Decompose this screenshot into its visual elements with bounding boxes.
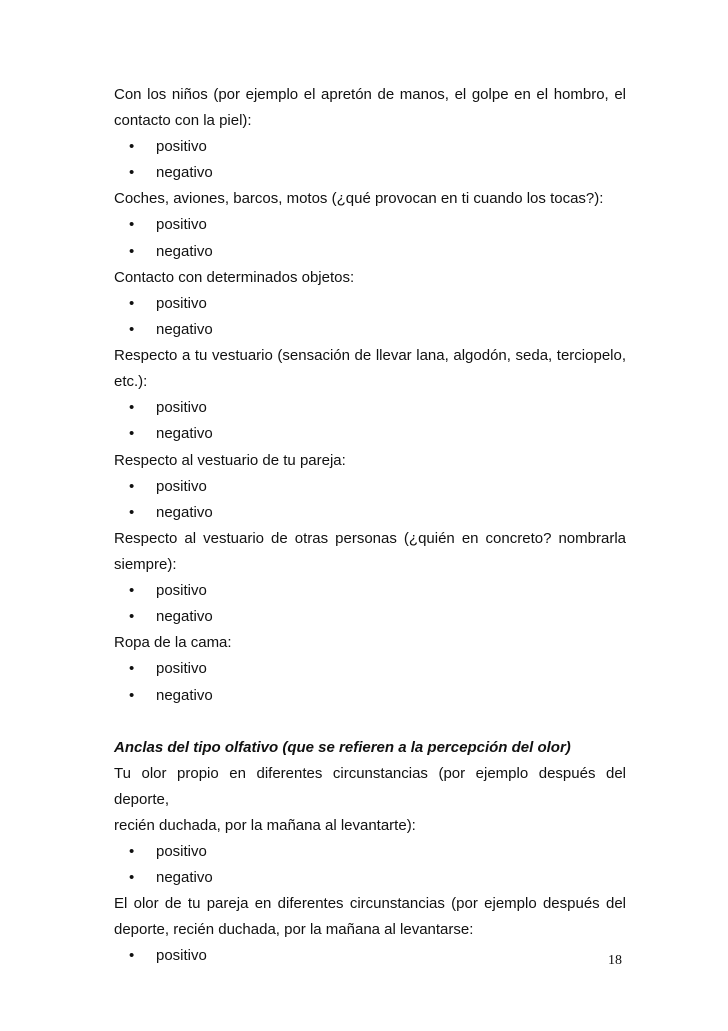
list-item (114, 160, 626, 186)
list-item-text: negativo (156, 869, 213, 887)
section-olor-propio (114, 761, 626, 891)
list-item (114, 317, 626, 343)
bullet-list (114, 839, 626, 891)
page-number: 18 (608, 953, 622, 968)
section-vestuario-otras (114, 526, 626, 630)
bullet-icon: • (129, 842, 135, 860)
bullet-icon: • (129, 503, 135, 521)
bullet-icon: • (129, 660, 135, 678)
bullet-icon: • (129, 947, 135, 965)
list-item-text: negativo (156, 503, 213, 521)
list-item-text: negativo (156, 686, 213, 704)
section-ninos (114, 82, 626, 186)
section-objetos (114, 265, 626, 343)
section-intro-line: Coches, aviones, barcos, motos (¿qué provocan en ti cuando los tocas?): (114, 190, 604, 208)
list-item (114, 134, 626, 160)
section-ropa-cama (114, 630, 626, 708)
bullet-icon: • (129, 216, 135, 234)
list-item (114, 578, 626, 604)
bullet-icon: • (129, 294, 135, 312)
section-intro-line: El olor de tu pareja en diferentes circunstancias (por ejemplo después del (114, 895, 626, 913)
list-item (114, 500, 626, 526)
list-item (114, 865, 626, 891)
section-intro-line: Respecto a tu vestuario (sensación de llevar lana, algodón, seda, terciopelo, (114, 347, 626, 365)
bullet-list (114, 943, 626, 969)
section-intro-line: recién duchada, por la mañana al levantarte): (114, 816, 416, 834)
section-intro-line: Contacto con determinados objetos: (114, 268, 355, 286)
list-item (114, 291, 626, 317)
list-item (114, 421, 626, 447)
section-intro-line: siempre): (114, 556, 177, 574)
bullet-list (114, 395, 626, 447)
list-item-text: positivo (156, 294, 207, 312)
list-item-text: positivo (156, 477, 207, 495)
bullet-icon: • (129, 477, 135, 495)
section-intro-line: Respecto al vestuario de tu pareja: (114, 451, 346, 469)
bullet-list (114, 291, 626, 343)
list-item-text: negativo (156, 242, 213, 260)
section-vestuario-propio (114, 343, 626, 447)
bullet-icon: • (129, 321, 135, 339)
bullet-list (114, 134, 626, 186)
bullet-icon: • (129, 399, 135, 417)
list-item-text: negativo (156, 425, 213, 443)
bullet-icon: • (129, 242, 135, 260)
document-page (114, 82, 626, 969)
section-heading: Anclas del tipo olfativo (que se refieren a la percepción del olor) (114, 738, 571, 756)
section-intro-line: deporte, recién duchada, por la mañana al levantarse: (114, 921, 474, 939)
list-item (114, 395, 626, 421)
list-item (114, 239, 626, 265)
list-item-text: positivo (156, 216, 207, 234)
list-item-text: positivo (156, 582, 207, 600)
section-intro-line: etc.): (114, 373, 148, 391)
bullet-icon: • (129, 582, 135, 600)
list-item (114, 212, 626, 238)
bullet-list (114, 578, 626, 630)
spacer (114, 709, 626, 735)
list-item (114, 656, 626, 682)
list-item-text: positivo (156, 947, 207, 965)
list-item-text: positivo (156, 399, 207, 417)
section-intro-line: Ropa de la cama: (114, 634, 232, 652)
list-item (114, 683, 626, 709)
bullet-icon: • (129, 608, 135, 626)
section-intro-line: Con los niños (por ejemplo el apretón de manos, el golpe en el hombro, el (114, 86, 626, 103)
section-olor-pareja (114, 891, 626, 969)
section-intro-line: Respecto al vestuario de otras personas (¿quién en concreto? nombrarla (114, 530, 626, 548)
bullet-list (114, 656, 626, 708)
section-intro-line: Tu olor propio en diferentes circunstancias (por ejemplo después del deporte, (114, 764, 626, 808)
bullet-icon: • (129, 164, 135, 182)
list-item (114, 839, 626, 865)
list-item-text: positivo (156, 660, 207, 678)
list-item (114, 474, 626, 500)
list-item-text: positivo (156, 138, 207, 155)
list-item (114, 604, 626, 630)
list-item (114, 943, 626, 969)
list-item-text: positivo (156, 842, 207, 860)
bullet-icon: • (129, 425, 135, 443)
list-item-text: negativo (156, 608, 213, 626)
section-coches (114, 186, 626, 264)
section-intro-line: contacto con la piel): (114, 112, 252, 129)
bullet-list (114, 474, 626, 526)
list-item-text: negativo (156, 321, 213, 339)
bullet-icon: • (129, 686, 135, 704)
section-vestuario-pareja (114, 448, 626, 526)
list-item-text: negativo (156, 164, 213, 182)
bullet-list (114, 212, 626, 264)
bullet-icon: • (129, 138, 135, 155)
bullet-icon: • (129, 869, 135, 887)
